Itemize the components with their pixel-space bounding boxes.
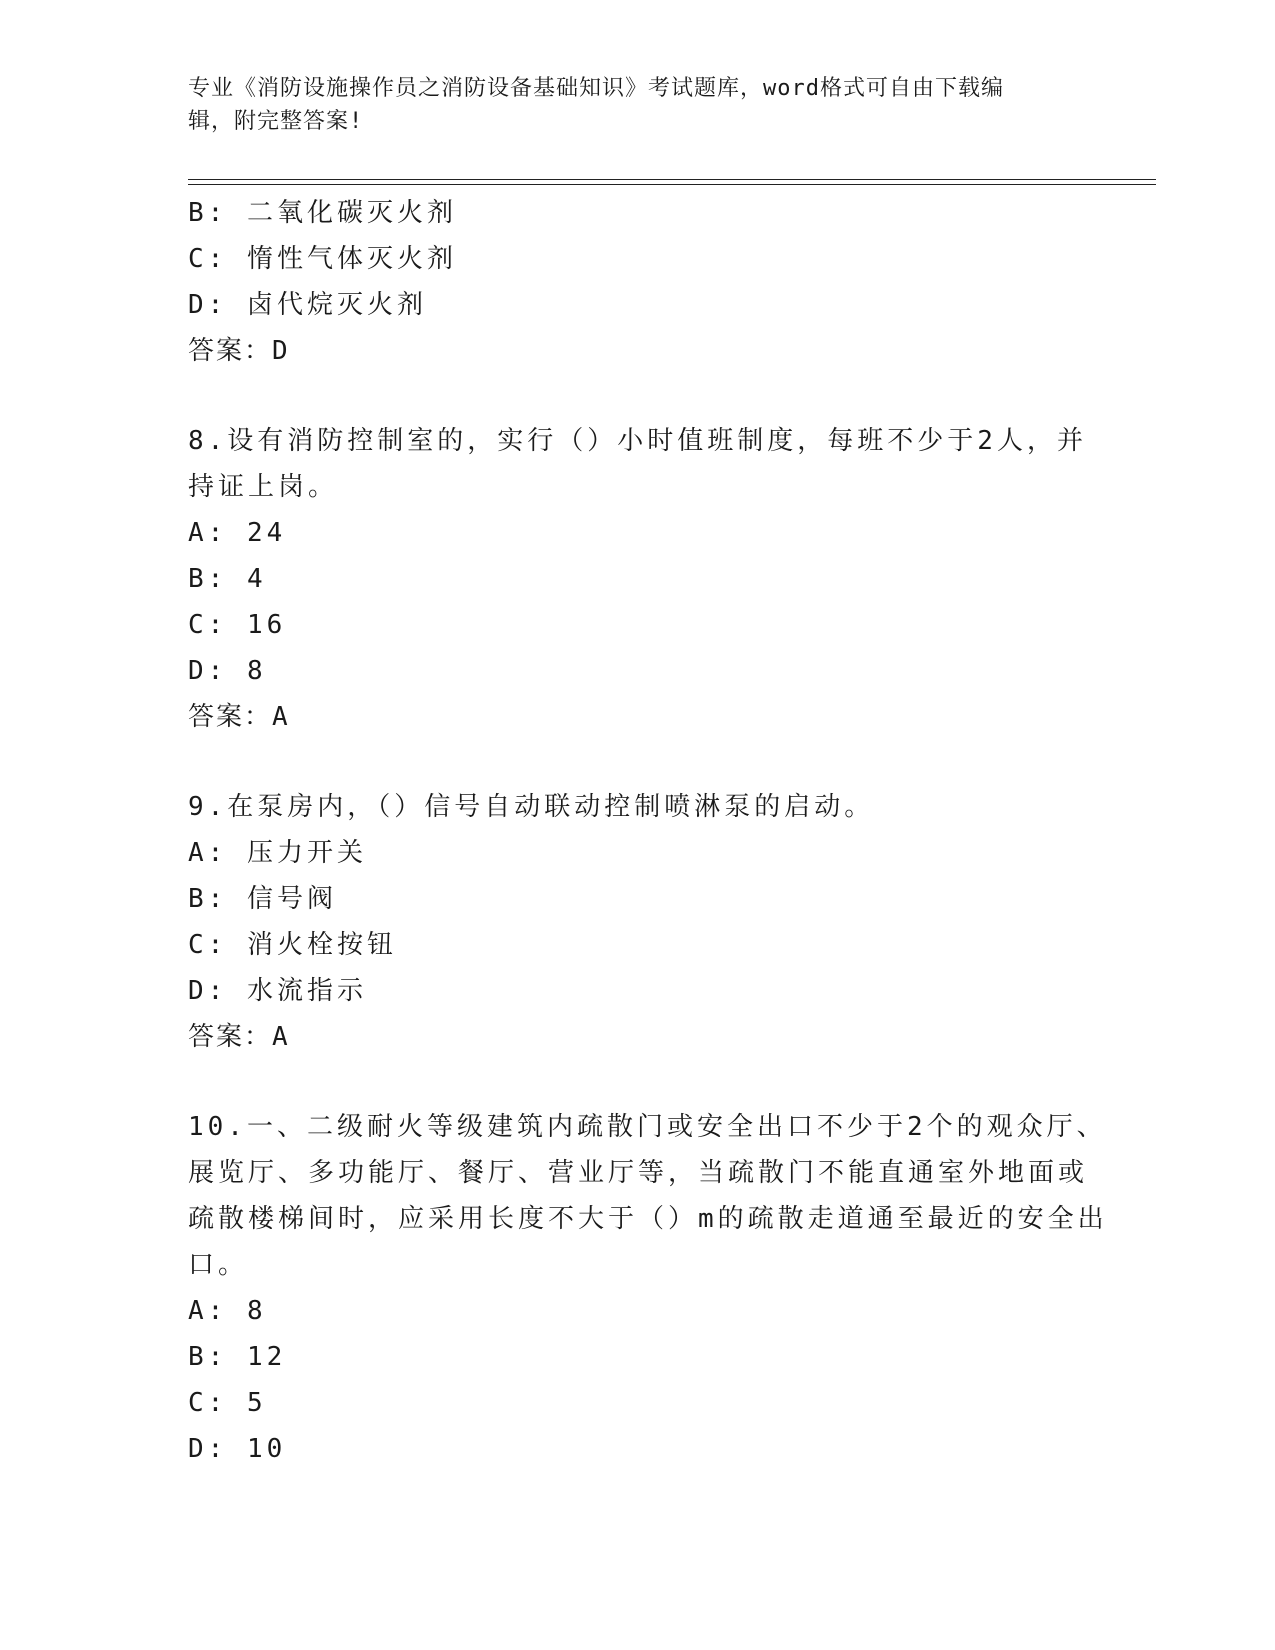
question-10 [188,1104,1108,1472]
option-c: C: 消火栓按钮 [188,930,397,960]
header-line-1: 专业《消防设施操作员之消防设备基础知识》考试题库，word格式可自由下载编 [188,76,1004,101]
question-9 [188,784,1088,1060]
option-b: B: 二氧化碳灭火剂 [188,198,457,228]
option-c: C: 16 [188,610,287,640]
question-list [188,190,1108,1472]
question-text: 疏散楼梯间时，应采用长度不大于（）m的疏散走道通至最近的安全出 [188,1204,1108,1234]
option-a: A: 24 [188,518,287,548]
option-c: C: 惰性气体灭火剂 [188,244,457,274]
spacer [188,740,1088,784]
spacer [188,1060,1088,1104]
question-text: 持证上岗。 [188,472,339,502]
question-text: 10.一、二级耐火等级建筑内疏散门或安全出口不少于2个的观众厅、 [188,1112,1107,1142]
question-text: 口。 [188,1250,249,1280]
option-c: C: 5 [188,1388,267,1418]
answer: 答案：A [188,1022,290,1052]
option-d: D: 8 [188,656,267,686]
question-text: 9.在泵房内，（）信号自动联动控制喷淋泵的启动。 [188,792,875,822]
answer: 答案：A [188,702,290,732]
question-7 [188,190,1088,374]
header-divider-top [188,179,1156,180]
option-a: A: 8 [188,1296,267,1326]
question-8 [188,418,1088,740]
document-header [188,72,1068,138]
header-divider-bottom [188,184,1156,185]
header-line-2: 辑，附完整答案! [188,109,364,134]
question-text: 展览厅、多功能厅、餐厅、营业厅等，当疏散门不能直通室外地面或 [188,1158,1089,1188]
option-b: B: 4 [188,564,267,594]
answer: 答案：D [188,336,290,366]
option-d: D: 10 [188,1434,287,1464]
option-d: D: 卤代烷灭火剂 [188,290,427,320]
spacer [188,374,1088,418]
question-text: 8.设有消防控制室的，实行（）小时值班制度，每班不少于2人，并 [188,426,1087,456]
option-a: A: 压力开关 [188,838,367,868]
option-d: D: 水流指示 [188,976,367,1006]
option-b: B: 12 [188,1342,287,1372]
option-b: B: 信号阀 [188,884,337,914]
